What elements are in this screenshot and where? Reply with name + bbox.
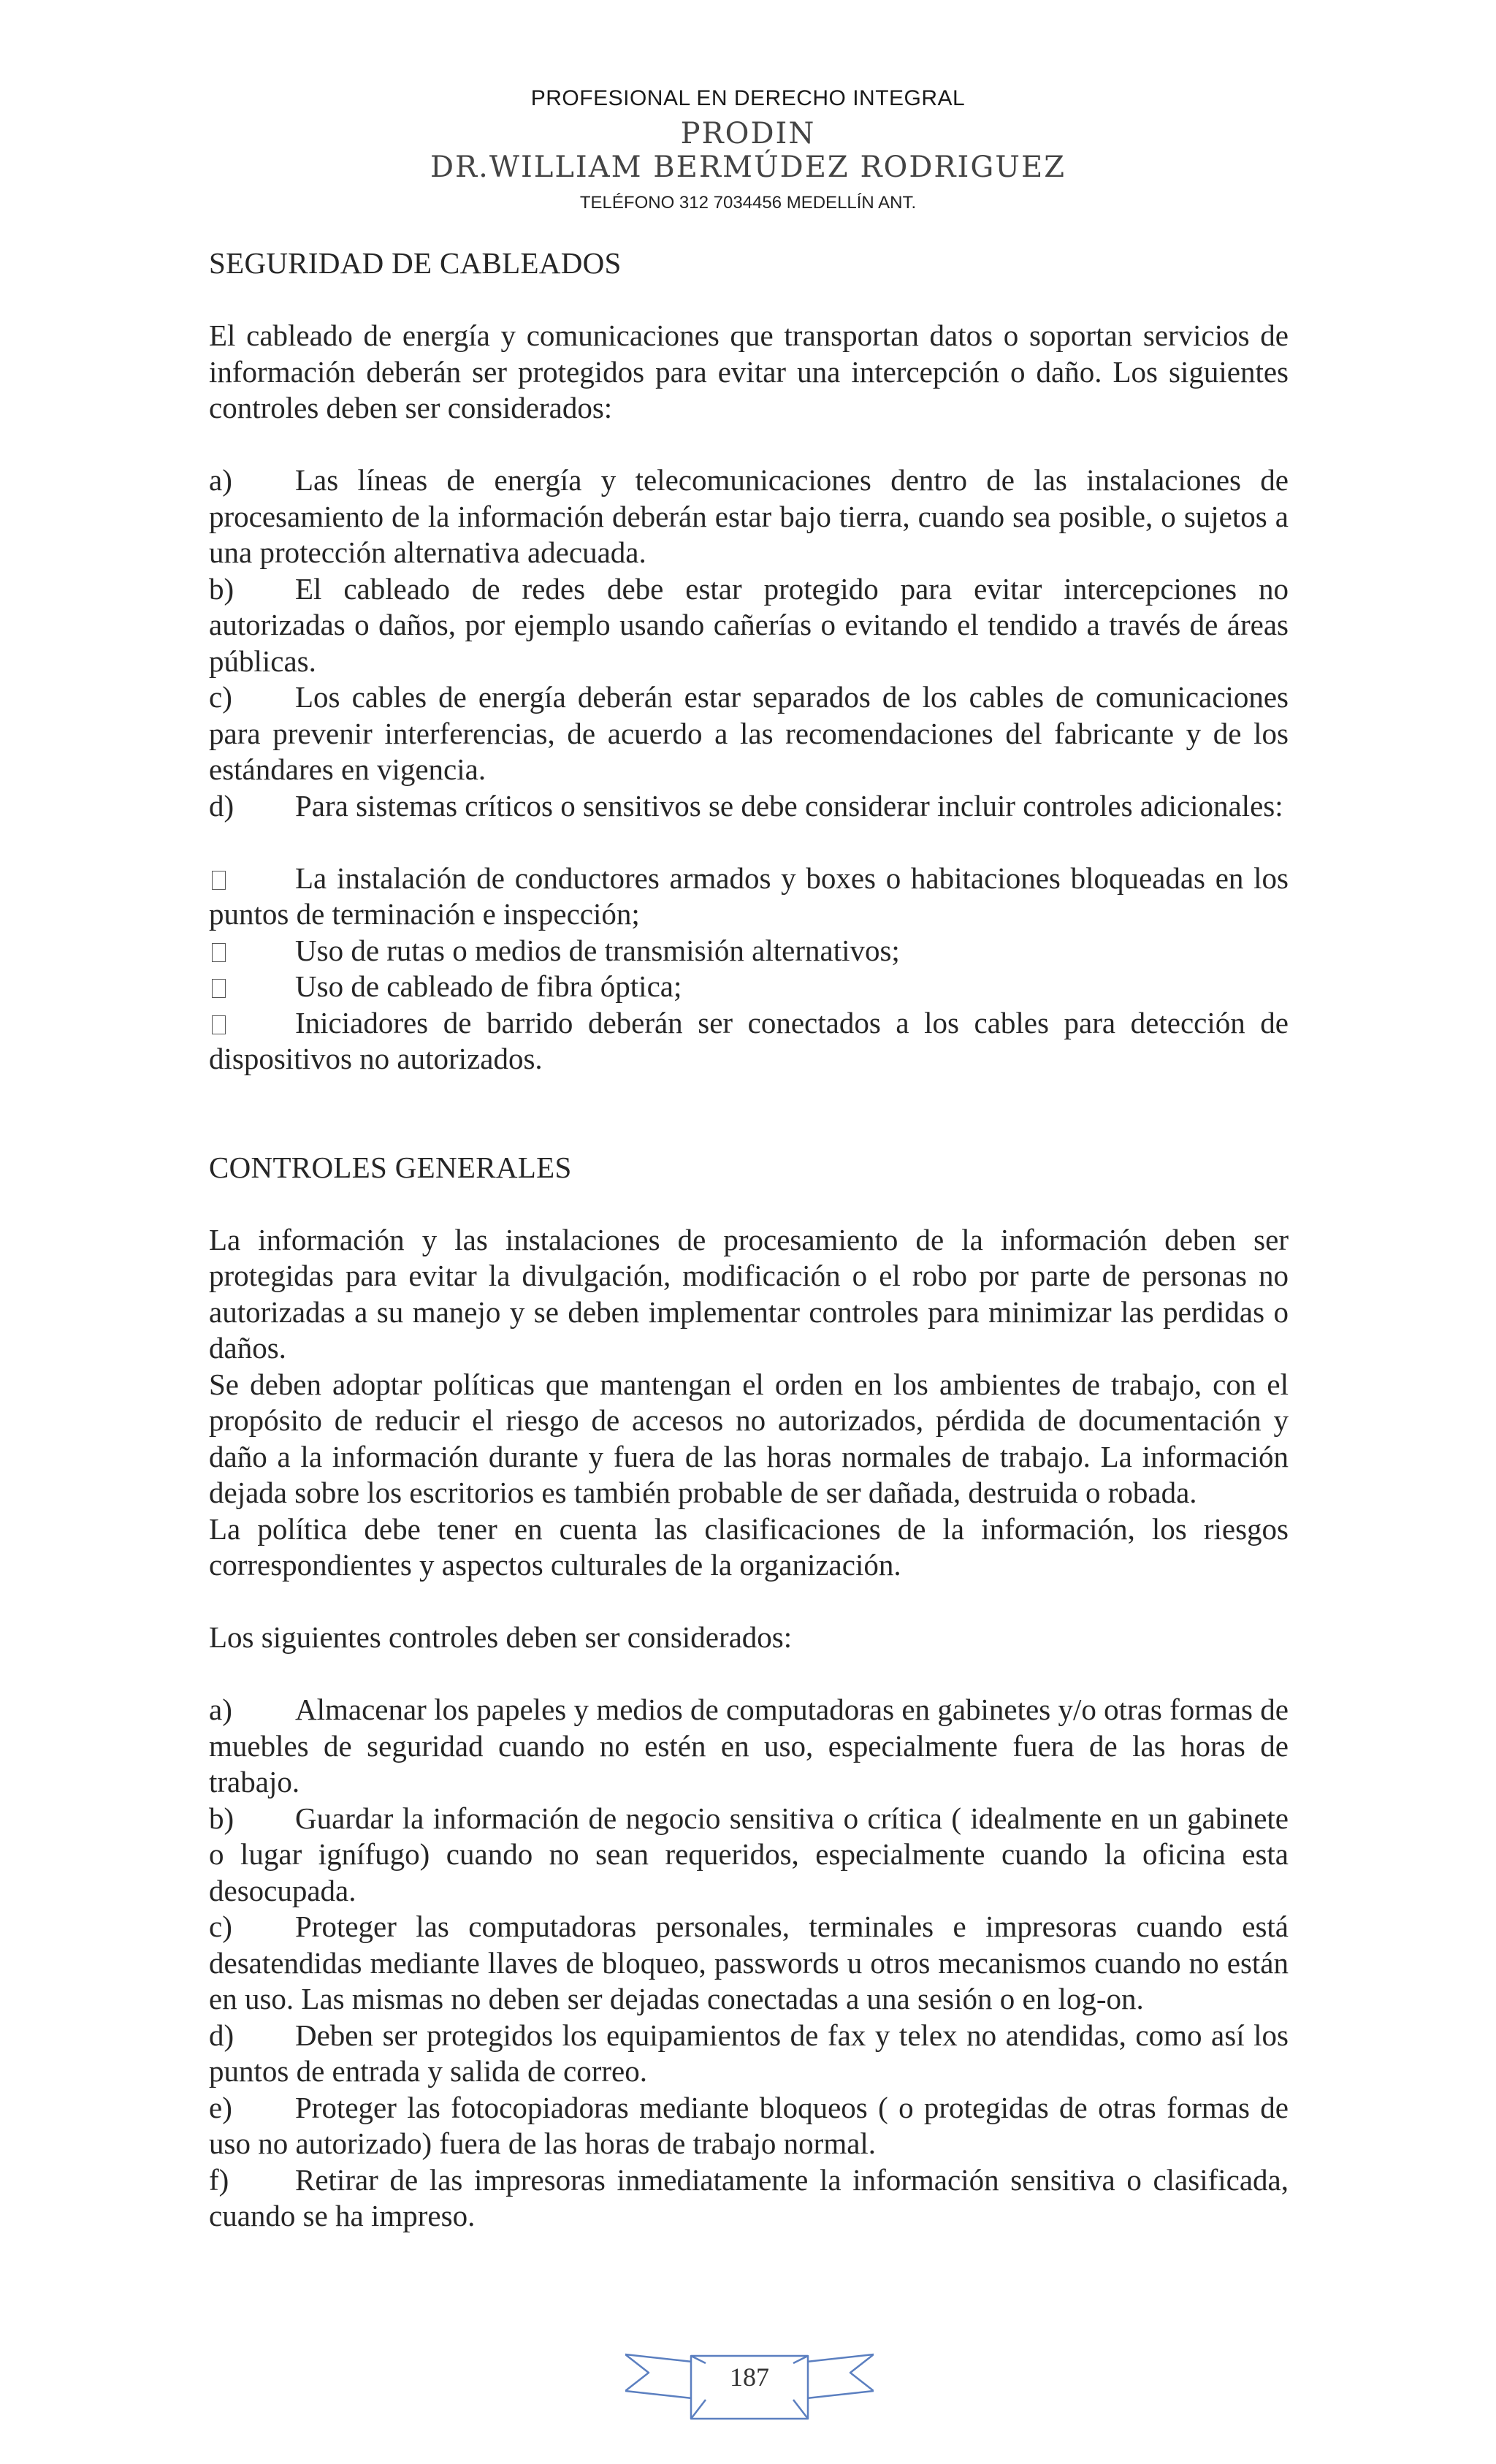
list-item-text: Proteger las computadoras personales, terminales e impresoras cuando está desatendidas mediante llaves de bloqueo, passwords u otros mecanismos cuando no están en uso. Las mismas no deben ser dejadas conectadas a una sesión o en log-on. [209, 1910, 1289, 2015]
section-title-controles: CONTROLES GENERALES [209, 1150, 572, 1184]
list-item-text: Los cables de energía deberán estar separados de los cables de comunicaciones para prevenir interferencias, de acuerdo a las recomendaciones del fabricante y de los estándares en vigencia. [209, 680, 1289, 786]
bullet-text: Iniciadores de barrido deberán ser conectados a los cables para detección de dispositivos no autorizados. [209, 1005, 1289, 1075]
header-phone: TELÉFONO 312 7034456 MEDELLÍN ANT. [579, 193, 917, 213]
page-number-ribbon [625, 2347, 874, 2427]
list-item-text: Retirar de las impresoras inmediatamente la información sensitiva o clasificada, cuando se ha impreso. [209, 2162, 1289, 2232]
bullet-box-icon [209, 861, 295, 897]
list-item-text: Deben ser protegidos los equipamientos de fax y telex no atendidas, como así los puntos de entrada y salida de correo. [209, 2018, 1289, 2088]
list-marker: d) [209, 788, 234, 823]
bullet-text: La instalación de conductores armados y boxes o habitaciones bloqueadas en los puntos de terminación e inspección; [209, 861, 1289, 931]
list-item-text: El cableado de redes debe estar protegido para evitar intercepciones no autorizadas o daños, por ejemplo usando cañerías o evitando el tendido a través de áreas públicas. [209, 571, 1289, 678]
list-item-text: Las líneas de energía y telecomunicaciones dentro de las instalaciones de procesamiento de la información deberán estar bajo tierra, cuando sea posible, o sujetos a una protección alternativa adecuada. [209, 463, 1289, 569]
list-marker: b) [209, 1801, 234, 1835]
bullet-text: Uso de rutas o medios de transmisión alternativos; [295, 933, 900, 967]
list-marker: d) [209, 2018, 234, 2052]
bullet-box-icon [209, 969, 295, 1005]
bullet-item [209, 861, 1289, 933]
list-item [209, 571, 1289, 680]
list-item-text: Guardar la información de negocio sensitiva o crítica ( idealmente en un gabinete o lugar ignífugo) cuando no sean requeridos, especialmente cuando la oficina esta desocupada. [209, 1801, 1289, 1907]
bullet-item [209, 1005, 1289, 1077]
list-marker: a) [209, 1693, 232, 1726]
paragraph: Los siguientes controles deben ser considerados: [209, 1620, 793, 1654]
paragraph: El cableado de energía y comunicaciones que transportan datos o soportan servicios de información deberán ser protegidos para evitar una intercepción o daño. Los siguientes controles deben ser considerados: [209, 319, 1289, 424]
list-item [209, 2162, 1289, 2235]
list-marker: a) [209, 463, 232, 497]
document-body [209, 245, 1289, 2235]
list-item-text: Almacenar los papeles y medios de computadoras en gabinetes y/o otras formas de muebles de seguridad cuando no estén en uso, especialmente fuera de las horas de trabajo. [209, 1693, 1289, 1799]
list-item [209, 462, 1289, 571]
paragraph: La política debe tener en cuenta las clasificaciones de la información, los riesgos correspondientes y aspectos culturales de la organización. [209, 1511, 1289, 1582]
list-item [209, 788, 1289, 825]
list-item [209, 1801, 1289, 1910]
list-marker: e) [209, 2090, 232, 2124]
list-item-text: Para sistemas críticos o sensitivos se debe considerar incluir controles adicionales: [295, 788, 1283, 823]
list-item [209, 679, 1289, 788]
list-marker: b) [209, 571, 234, 606]
bullet-item [209, 969, 1289, 1005]
list-item [209, 2090, 1289, 2162]
list-marker: c) [209, 680, 232, 714]
bullet-box-icon [209, 1005, 295, 1042]
paragraph: La información y las instalaciones de procesamiento de la información deben ser protegidas para evitar la divulgación, modificación o el robo por parte de personas no autorizadas a su manejo y se deben implementar controles para minimizar las perdidas o daños. [209, 1222, 1289, 1365]
list-item [209, 1692, 1289, 1801]
section-title-cableados: SEGURIDAD DE CABLEADOS [209, 246, 622, 280]
bullet-item [209, 933, 1289, 969]
page-number: 187 [730, 2362, 769, 2392]
header-firm-line: PROFESIONAL EN DERECHO INTEGRAL [530, 86, 966, 110]
header-name: DR.WILLIAM BERMÚDEZ RODRIGUEZ [430, 150, 1066, 184]
bullet-text: Uso de cableado de fibra óptica; [295, 969, 682, 1003]
paragraph: Se deben adoptar políticas que mantengan el orden en los ambientes de trabajo, con el propósito de reducir el riesgo de accesos no autorizados, pérdida de documentación y daño a la información durante y fuera de las horas normales de trabajo. La información dejada sobre los escritorios es también probable de ser dañada, destruida o robada. [209, 1367, 1289, 1509]
list-marker: c) [209, 1910, 232, 1943]
list-item [209, 2018, 1289, 2090]
list-marker: f) [209, 2162, 229, 2197]
list-item-text: Proteger las fotocopiadoras mediante bloqueos ( o protegidas de otras formas de uso no autorizado) fuera de las horas de trabajo normal. [209, 2090, 1289, 2160]
header-acronym: PRODIN [680, 117, 816, 150]
bullet-box-icon [209, 933, 295, 969]
list-item [209, 1909, 1289, 2018]
